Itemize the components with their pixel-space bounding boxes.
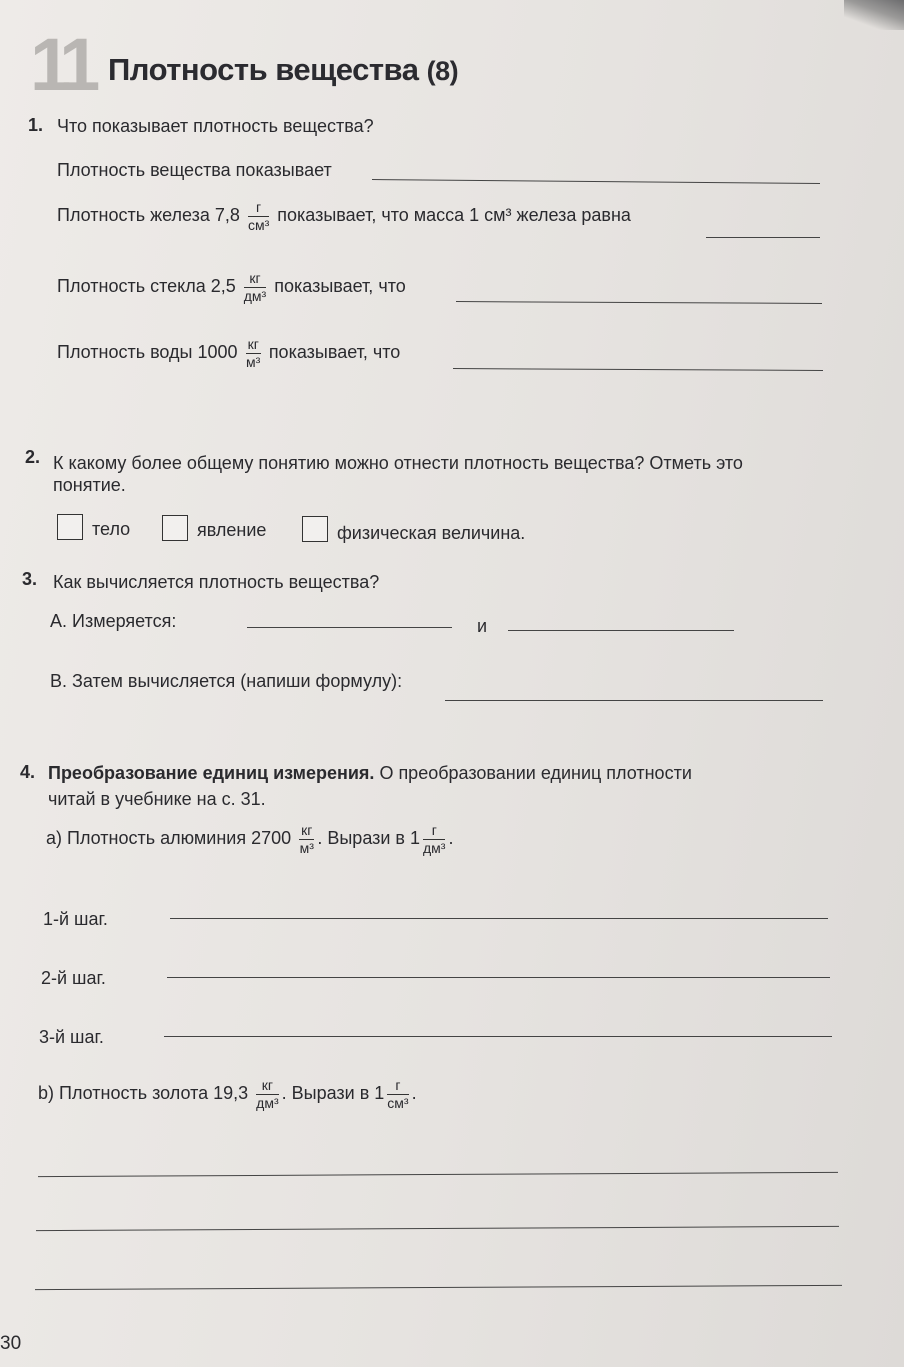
page-number: 30 xyxy=(0,1333,22,1354)
q3-b-answer[interactable] xyxy=(445,700,823,701)
q2-number: 2. xyxy=(25,447,41,467)
q4-step-2-label: 2-й шаг. xyxy=(41,968,106,988)
q2-option-1-label: тело xyxy=(92,519,131,539)
q1-iron-answer[interactable] xyxy=(706,237,820,238)
q4-title-line2: читай в учебнике на с. 31. xyxy=(48,789,266,809)
q1-glass-num: кг xyxy=(244,271,266,288)
q4-number: 4. xyxy=(20,762,36,782)
q1-glass-pre: Плотность стекла 2,5 xyxy=(57,275,236,296)
q4-a-row xyxy=(46,823,454,855)
q1-water-post: показывает, что xyxy=(268,341,401,362)
q1-glass-fraction xyxy=(244,271,266,303)
q1-water-num: кг xyxy=(247,336,259,352)
q1-line1-label: Плотность вещества показывает xyxy=(57,160,332,180)
q4-b-num2: г xyxy=(387,1078,408,1095)
q4-b-fraction-1 xyxy=(256,1078,278,1110)
q3-question: Как вычисляется плотность вещества? xyxy=(53,572,380,592)
q2-option-3-checkbox[interactable] xyxy=(302,516,328,542)
q4-step-1-answer[interactable] xyxy=(170,918,828,919)
q4-b-end: . xyxy=(411,1082,417,1103)
chapter-hours: (8) xyxy=(426,56,459,86)
q4-b-mid: . Вырази в 1 xyxy=(281,1082,385,1103)
page-corner-shadow xyxy=(844,0,904,30)
q1-glass-den: дм³ xyxy=(243,287,267,304)
q1-iron-post: показывает, что масса 1 см³ железа равна xyxy=(277,204,631,225)
q4-a-den: м³ xyxy=(299,839,314,856)
q1-iron-den: см³ xyxy=(247,216,270,233)
q3-and: и xyxy=(477,616,488,636)
q4-title xyxy=(48,762,692,785)
q3-number: 3. xyxy=(22,569,38,589)
q1-water-fraction xyxy=(246,337,261,369)
q4-b-pre: b) Плотность золота 19,3 xyxy=(38,1082,249,1103)
q1-iron-num: г xyxy=(248,200,269,217)
q3-a-answer-1[interactable] xyxy=(247,627,452,628)
q2-question-line1: К какому более общему понятию можно отнести плотность вещества? Отметь это xyxy=(53,453,743,473)
q3-b-label: В. Затем вычисляется (напиши формулу): xyxy=(50,671,403,691)
q4-a-fraction-2 xyxy=(423,823,445,855)
q2-option-2-checkbox[interactable] xyxy=(162,515,188,541)
q4-b-den2: см³ xyxy=(387,1094,409,1111)
q2-question-line2: понятие. xyxy=(53,475,126,495)
q4-a-pre: a) Плотность алюминия 2700 xyxy=(46,827,292,848)
q3-a-label: А. Измеряется: xyxy=(50,611,177,631)
q1-glass-row xyxy=(57,271,406,303)
q4-title-rest: О преобразовании единиц плотности xyxy=(379,763,692,783)
q1-iron-pre: Плотность железа 7,8 xyxy=(57,204,240,225)
q1-question: Что показывает плотность вещества? xyxy=(57,116,374,136)
q2-option-2-label: явление xyxy=(197,520,267,540)
q4-a-num2: г xyxy=(423,823,445,840)
q4-a-den2: дм³ xyxy=(423,839,446,856)
q1-iron-row xyxy=(57,200,631,232)
q4-step-3-answer[interactable] xyxy=(164,1036,832,1037)
q1-water-pre: Плотность воды 1000 xyxy=(57,341,238,362)
q4-a-num: кг xyxy=(301,822,313,838)
q4-b-row xyxy=(38,1078,417,1110)
q1-iron-fraction xyxy=(248,200,269,232)
q4-b-fraction-2 xyxy=(387,1078,408,1110)
q4-a-end: . xyxy=(448,827,454,848)
q3-a-answer-2[interactable] xyxy=(508,630,734,631)
q1-water-row xyxy=(57,337,400,369)
q1-glass-post: показывает, что xyxy=(274,275,406,296)
q4-a-fraction-1 xyxy=(299,823,314,855)
q4-step-2-answer[interactable] xyxy=(167,977,830,978)
q4-title-bold: Преобразование единиц измерения. xyxy=(48,763,375,783)
q4-step-3-label: 3-й шаг. xyxy=(39,1027,104,1047)
q1-water-den: м³ xyxy=(246,353,261,370)
q4-b-den: дм³ xyxy=(256,1094,279,1111)
chapter-number: 11 xyxy=(30,23,93,106)
q2-option-1-checkbox[interactable] xyxy=(57,514,83,540)
q4-a-mid: . Вырази в 1 xyxy=(317,827,421,848)
q2-option-3-label: физическая величина. xyxy=(337,523,526,543)
q1-number: 1. xyxy=(28,115,44,135)
chapter-title xyxy=(108,52,458,88)
q4-step-1-label: 1-й шаг. xyxy=(43,909,108,929)
chapter-title-text: Плотность вещества xyxy=(108,52,419,87)
q4-b-num: кг xyxy=(256,1078,278,1095)
